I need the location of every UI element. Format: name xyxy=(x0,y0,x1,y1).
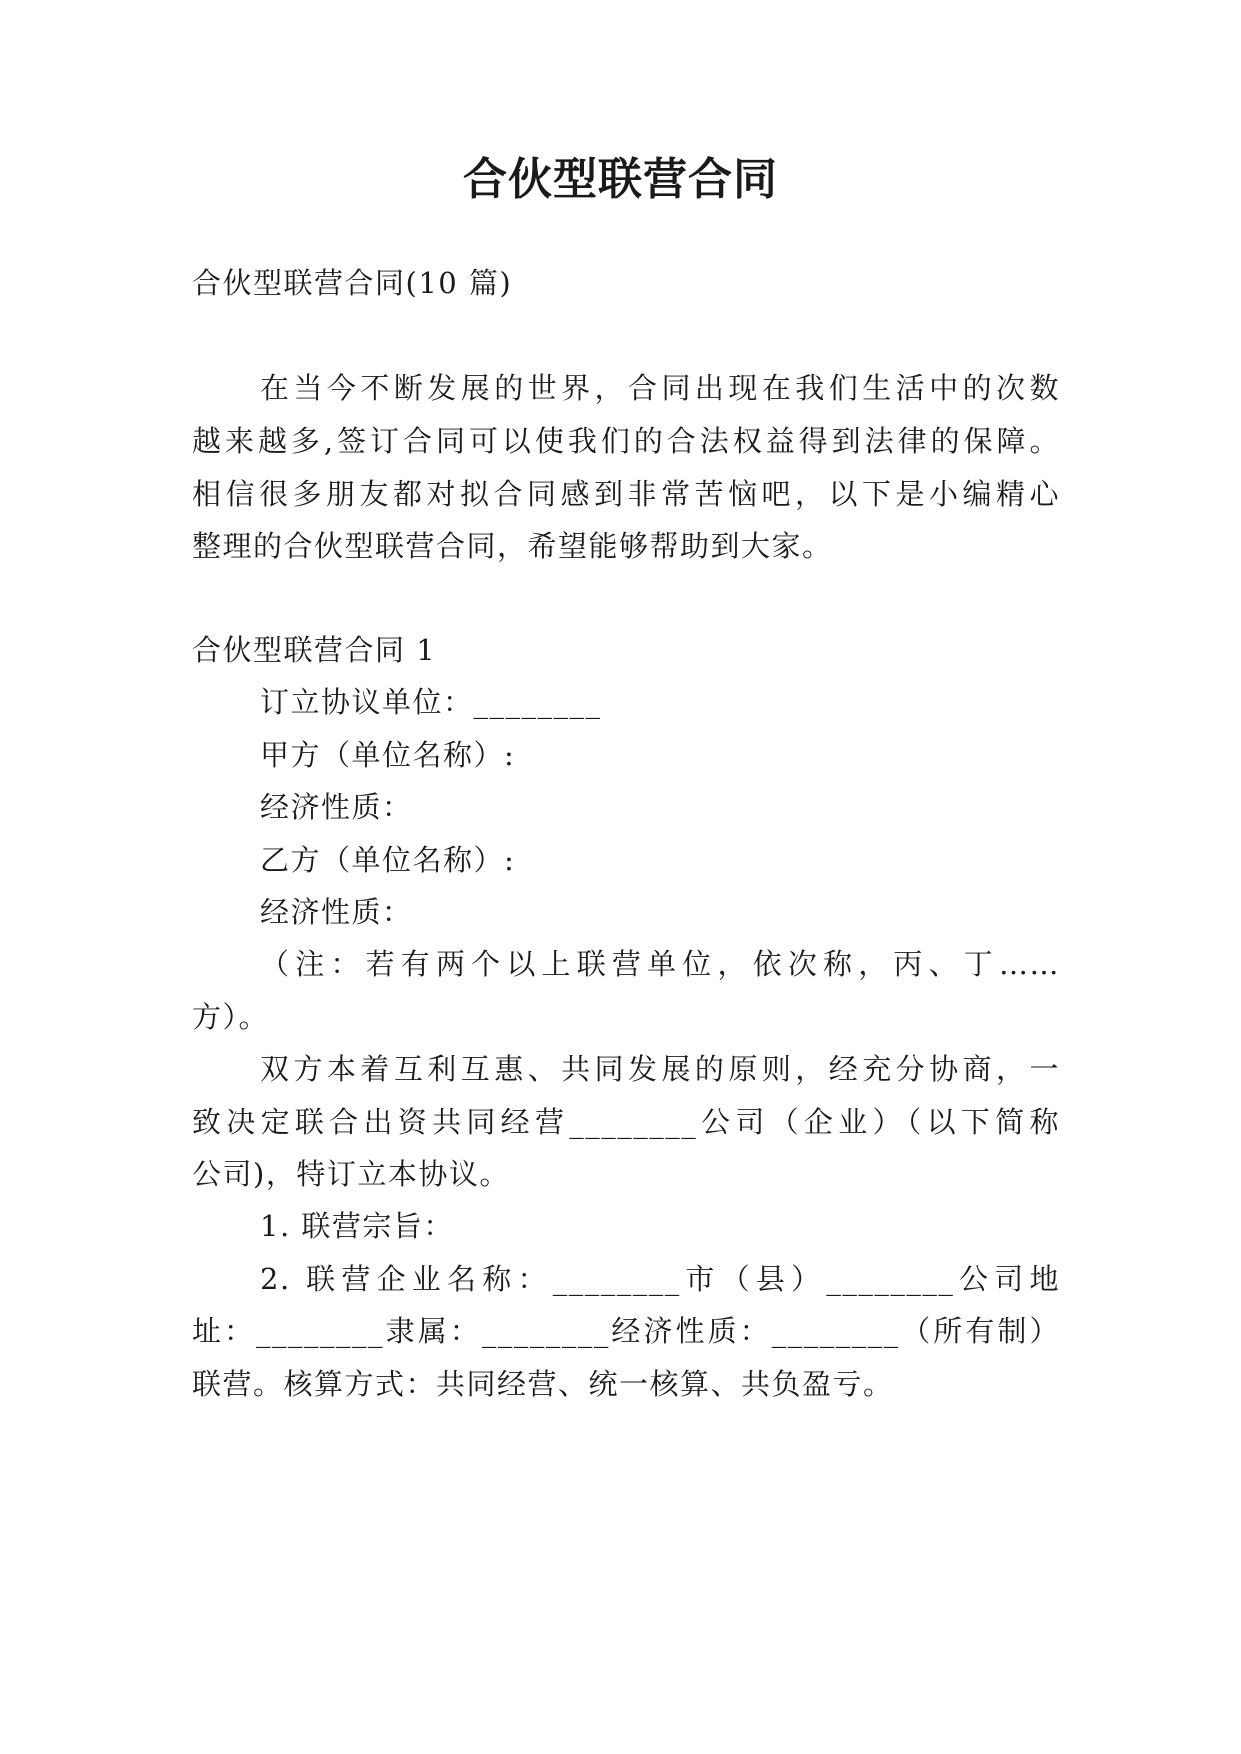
party-line: 经济性质： xyxy=(260,790,413,824)
agreement-line: 公司)，特订立本协议。 xyxy=(192,1157,510,1191)
clause-line: 1. 联营宗旨： xyxy=(260,1209,454,1243)
party-line: 甲方（单位名称）: xyxy=(260,738,516,772)
note-line: （注：若有两个以上联营单位，依次称，丙、丁…… xyxy=(260,947,1060,981)
party-line: 乙方（单位名称）: xyxy=(260,843,516,877)
document-title: 合伙型联营合同 xyxy=(463,154,778,205)
document-subtitle: 合伙型联营合同(10 篇) xyxy=(192,266,513,300)
intro-line: 整理的合伙型联营合同，希望能够帮助到大家。 xyxy=(192,529,833,563)
intro-line: 越来越多,签订合同可以使我们的合法权益得到法律的保障。 xyxy=(192,424,1060,458)
section-heading: 合伙型联营合同 1 xyxy=(192,633,437,667)
party-line: 经济性质： xyxy=(260,895,413,929)
note-line: 方）。 xyxy=(192,1000,270,1034)
intro-line: 在当今不断发展的世界，合同出现在我们生活中的次数 xyxy=(260,371,1060,405)
clause-line: 址：________隶属：________经济性质：________（所有制） xyxy=(192,1314,1060,1348)
party-line: 订立协议单位：________ xyxy=(260,685,602,719)
clause-line: 联营。核算方式：共同经营、统一核算、共负盈亏。 xyxy=(192,1367,894,1401)
agreement-line: 双方本着互利互惠、共同发展的原则，经充分协商，一 xyxy=(260,1052,1060,1086)
clause-line: 2. 联营企业名称：________市（县）________公司地 xyxy=(260,1262,1060,1296)
intro-line: 相信很多朋友都对拟合同感到非常苦恼吧，以下是小编精心 xyxy=(192,477,1060,511)
agreement-line: 致决定联合出资共同经营________公司（企业）（以下简称 xyxy=(192,1105,1060,1139)
